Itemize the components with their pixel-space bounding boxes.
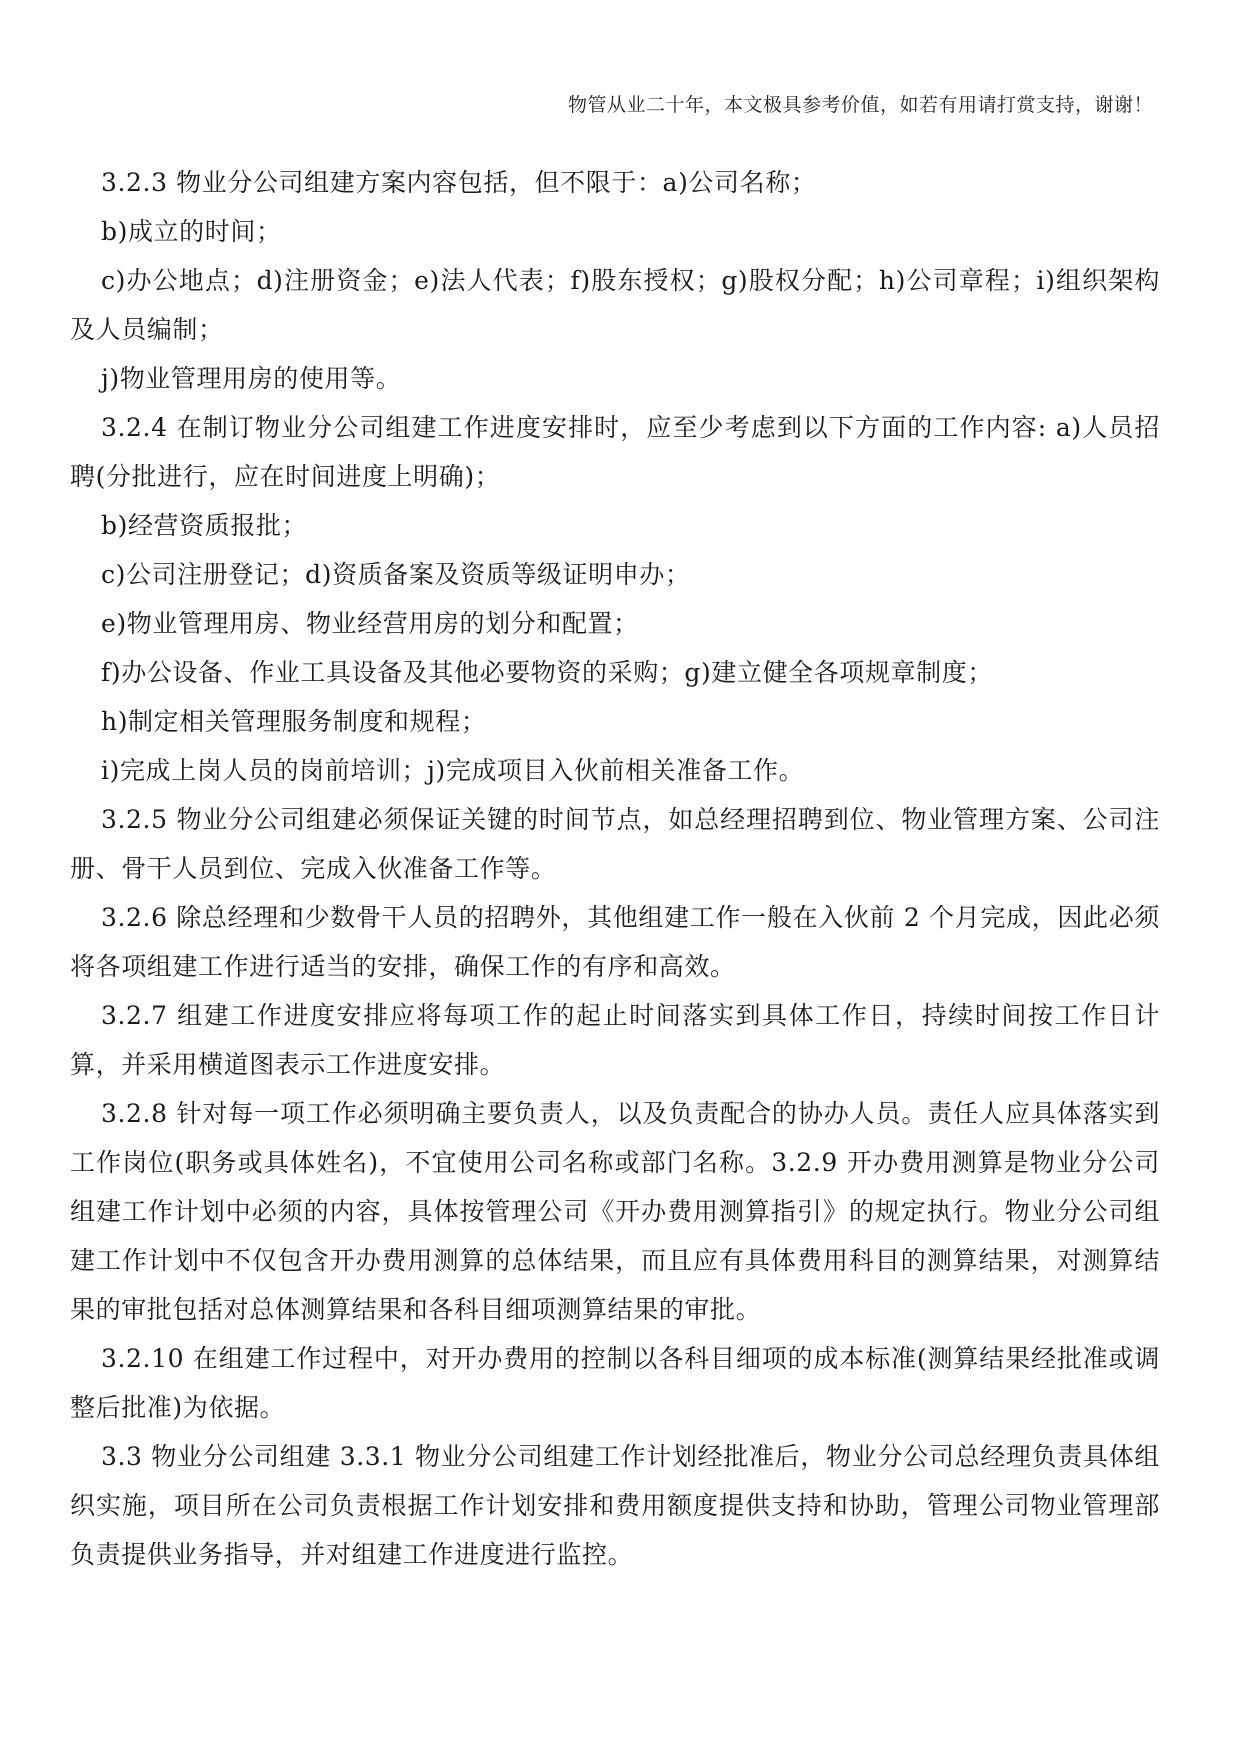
- header-note: 物管从业二十年，本文极具参考价值，如若有用请打赏支持，谢谢！: [567, 94, 1153, 116]
- paragraph-item-h: h)制定相关管理服务制度和规程；: [101, 707, 487, 736]
- document-body: [70, 158, 1160, 1579]
- paragraph-items-i-j: i)完成上岗人员的岗前培训；j)完成项目入伙前相关准备工作。: [101, 756, 805, 785]
- paragraph-items-f-g: f)办公设备、作业工具设备及其他必要物资的采购；g)建立健全各项规章制度；: [101, 658, 993, 687]
- paragraph-3-2-8: 3.2.8 针对每一项工作必须明确主要负责人，以及负责配合的协办人员。责任人应具体落实到工作岗位(职务或具体姓名)，不宜使用公司名称或部门名称。3.2.9 开办费用测算是物业分公司组建工作计划中必须的内容，具体按管理公司《开办费用测算指引》的规定执行。物业分公司组建工作计划中不仅包含开办费用测算的总体结果，而且应有具体费用科目的测算结果，对测算结果的审批包括对总体测算结果和各科目细项测算结果的审批。: [70, 1099, 1160, 1324]
- paragraph-item-b: b)成立的时间；: [101, 217, 282, 246]
- paragraph-items-c-i: c)办公地点；d)注册资金；e)法人代表；f)股东授权；g)股权分配；h)公司章程；i)组织架构及人员编制；: [70, 266, 1160, 344]
- paragraph-3-2-4: 3.2.4 在制订物业分公司组建工作进度安排时，应至少考虑到以下方面的工作内容: a)人员招聘(分批进行，应在时间进度上明确)；: [70, 413, 1160, 491]
- paragraph-3-2-10: 3.2.10 在组建工作过程中，对开办费用的控制以各科目细项的成本标准(测算结果经批准或调整后批准)为依据。: [70, 1344, 1160, 1422]
- paragraph-3-2-5: 3.2.5 物业分公司组建必须保证关键的时间节点，如总经理招聘到位、物业管理方案、公司注册、骨干人员到位、完成入伙准备工作等。: [70, 805, 1160, 883]
- paragraph-3-2-3: 3.2.3 物业分公司组建方案内容包括，但不限于：a)公司名称；: [101, 168, 817, 197]
- paragraph-items-c-d: c)公司注册登记；d)资质备案及资质等级证明申办；: [101, 560, 691, 589]
- paragraph-item-j: j)物业管理用房的使用等。: [101, 364, 402, 393]
- paragraph-item-e: e)物业管理用房、物业经营用房的划分和配置；: [101, 609, 639, 638]
- paragraph-3-2-6: 3.2.6 除总经理和少数骨干人员的招聘外，其他组建工作一般在入伙前 2 个月完成，因此必须将各项组建工作进行适当的安排，确保工作的有序和高效。: [70, 903, 1160, 981]
- paragraph-3-3: 3.3 物业分公司组建 3.3.1 物业分公司组建工作计划经批准后，物业分公司总经理负责具体组织实施，项目所在公司负责根据工作计划安排和费用额度提供支持和协助，管理公司物业管理部负责提供业务指导，并对组建工作进度进行监控。: [70, 1442, 1160, 1569]
- paragraph-3-2-7: 3.2.7 组建工作进度安排应将每项工作的起止时间落实到具体工作日，持续时间按工作日计算，并采用横道图表示工作进度安排。: [70, 1001, 1160, 1079]
- paragraph-item-b-qualification: b)经营资质报批；: [101, 511, 308, 540]
